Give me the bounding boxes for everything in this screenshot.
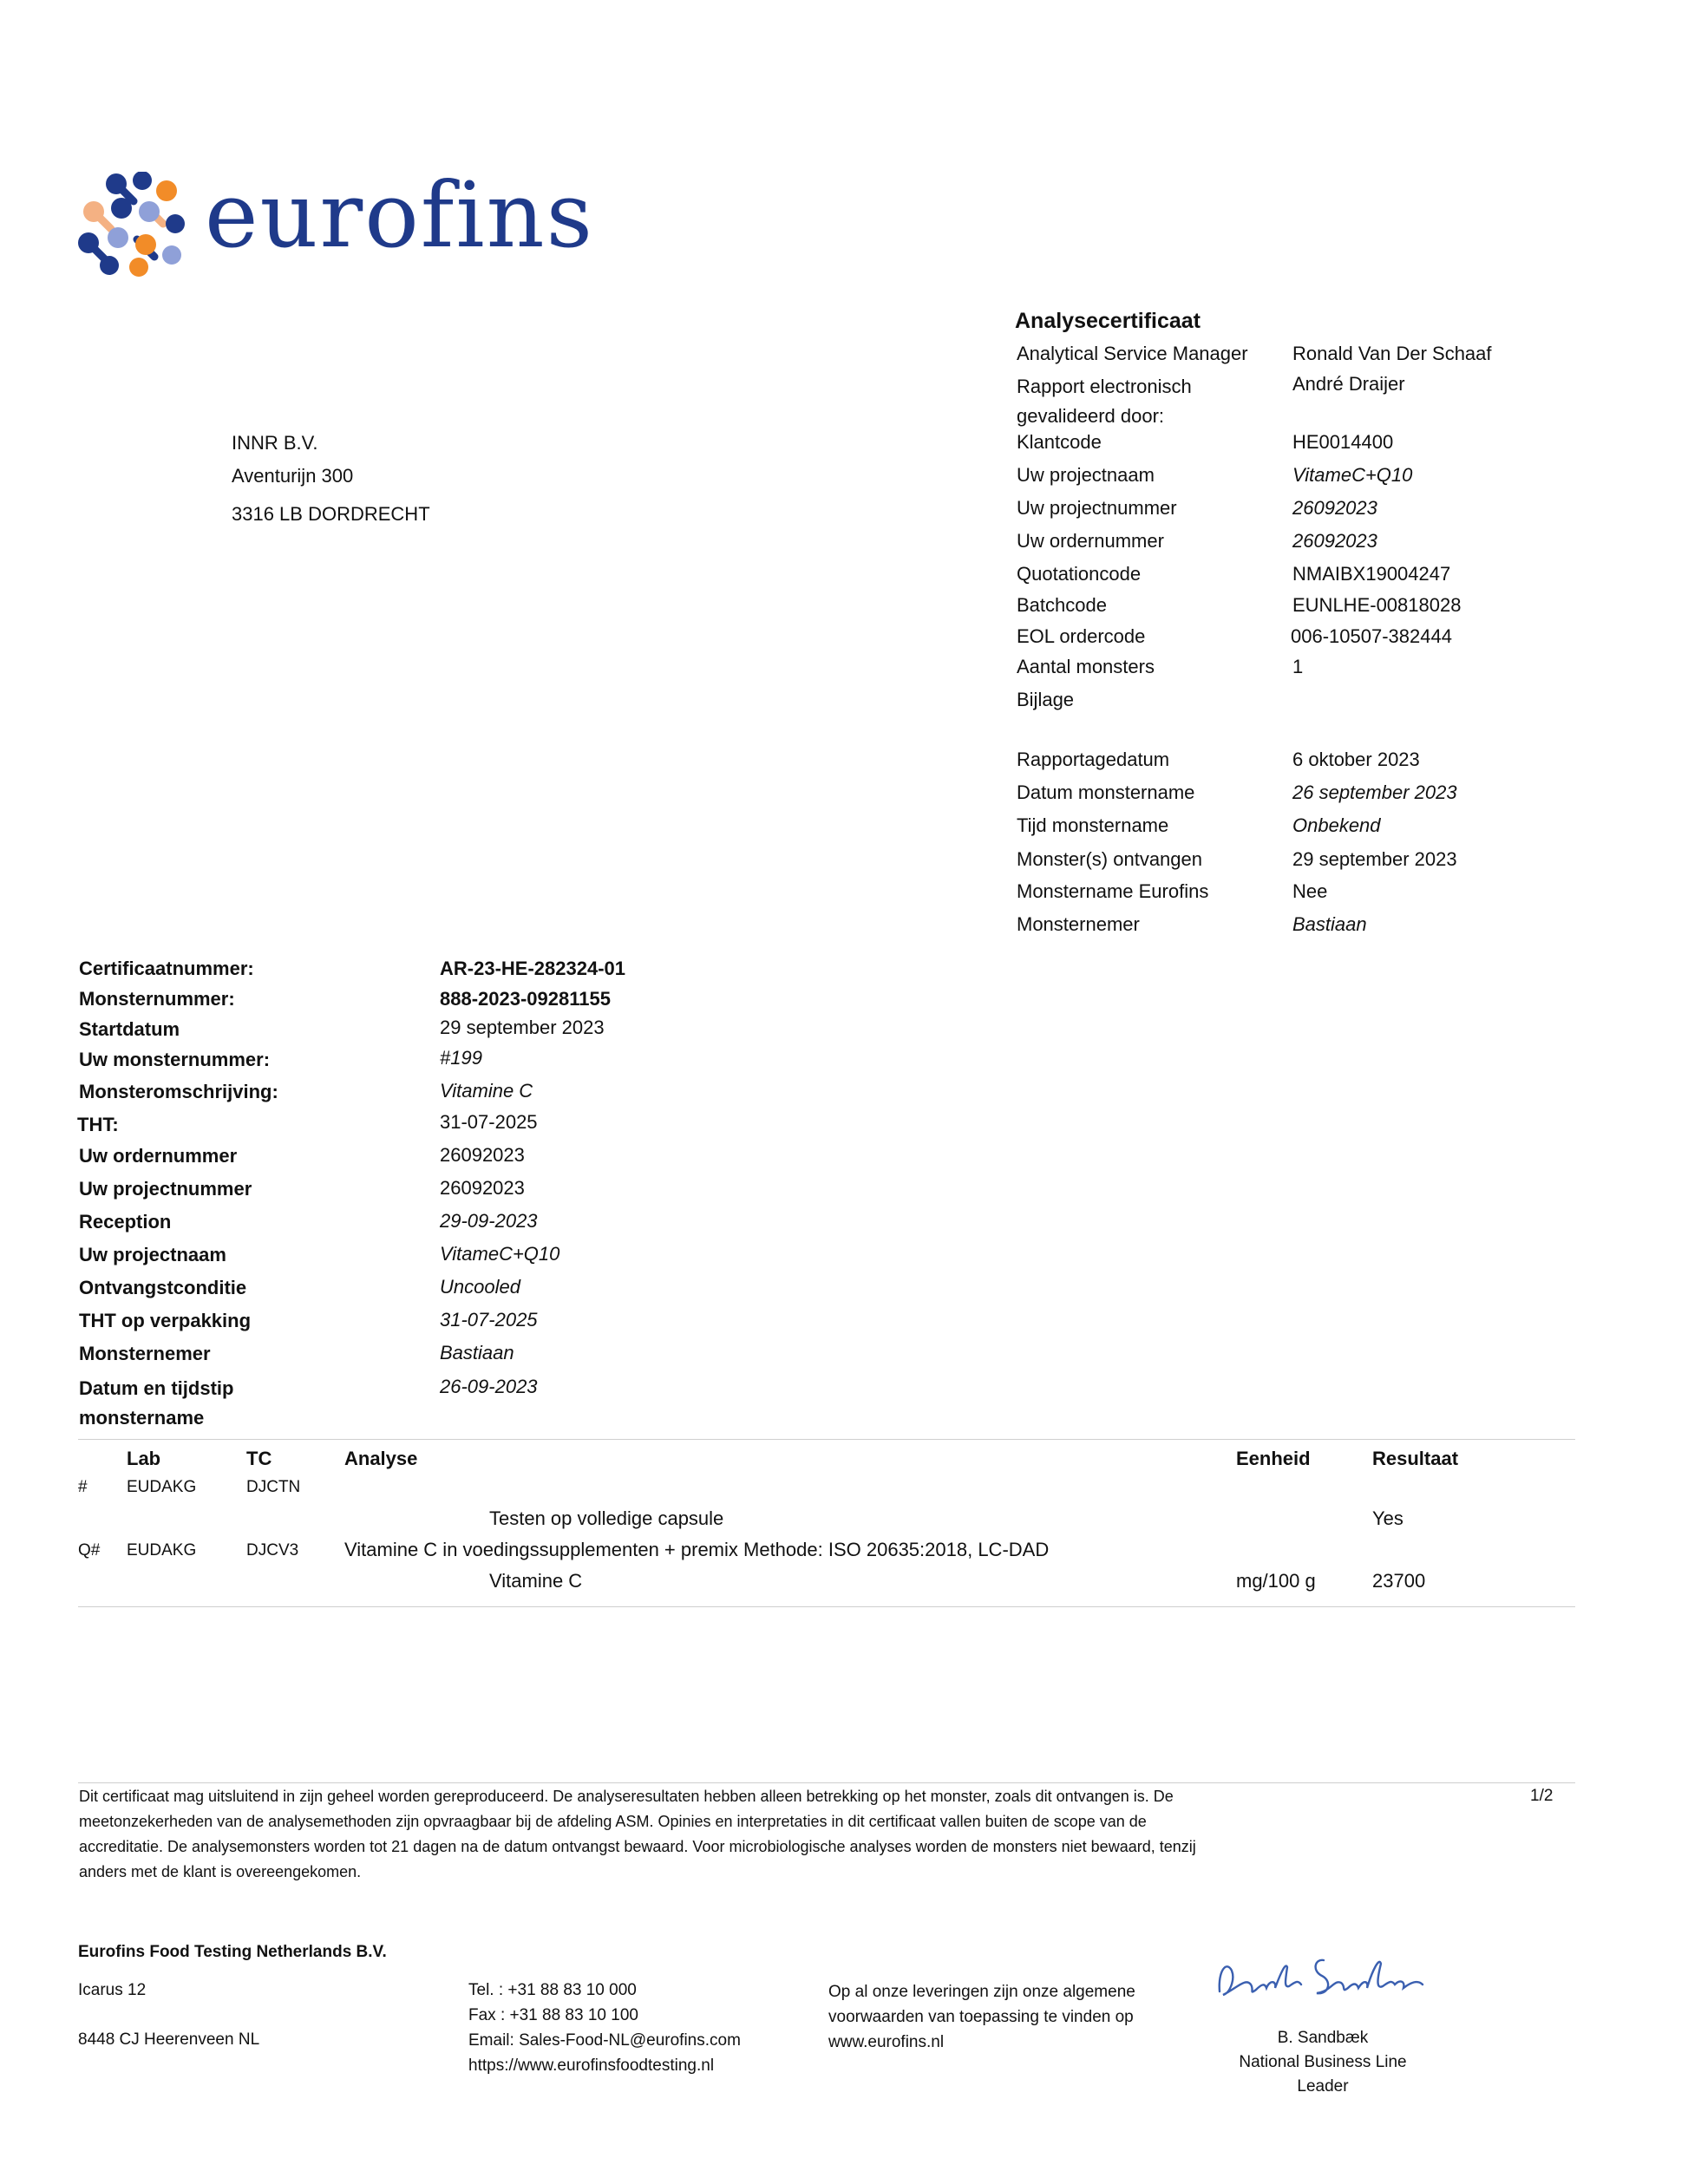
- address-line: Aventurijn 300: [232, 465, 354, 487]
- sample-value: Bastiaan: [440, 1342, 514, 1363]
- sample-label: THT:: [77, 1114, 119, 1135]
- eurofins-logo-mark: [76, 172, 189, 278]
- header-value: André Draijer: [1292, 373, 1405, 395]
- footer-tel: Tel. : +31 88 83 10 000: [468, 1981, 637, 1999]
- header-value: 006-10507-382444: [1291, 625, 1452, 647]
- footer-website[interactable]: https://www.eurofinsfoodtesting.nl: [468, 2056, 715, 2075]
- disclaimer-line: meetonzekerheden van de analysemethoden zijn opvraagbaar bij de afdeling ASM. Opinies en interpretaties in dit certificaat vallen buiten de scope van de: [79, 1813, 1147, 1830]
- header-label: Monsternemer: [1017, 913, 1140, 935]
- column-header-tc: TC: [246, 1448, 272, 1469]
- sample-value: AR-23-HE-282324-01: [440, 958, 625, 979]
- sample-label: monstername: [79, 1407, 205, 1429]
- address-line: 3316 LB DORDRECHT: [232, 503, 430, 525]
- header-value: EUNLHE-00818028: [1292, 594, 1462, 616]
- header-label: Datum monstername: [1017, 781, 1195, 803]
- terms-link[interactable]: www.eurofins.nl: [828, 2033, 945, 2051]
- header-label: Monstername Eurofins: [1017, 880, 1209, 902]
- disclaimer: [79, 1784, 1345, 1885]
- header-label: EOL ordercode: [1017, 625, 1146, 647]
- sample-value: 26092023: [440, 1144, 525, 1166]
- sample-value: 31-07-2025: [440, 1309, 538, 1331]
- header-value: Ronald Van Der Schaaf: [1292, 343, 1492, 364]
- sample-value: Uncooled: [440, 1276, 520, 1298]
- disclaimer-line: accreditatie. De analysemonsters worden tot 21 dagen na de datum ontvangst bewaard. Voor microbiologische analyses worden de monsters niet bewaard, tenzij: [79, 1838, 1196, 1855]
- row-mark: Q#: [78, 1541, 101, 1560]
- address-line: INNR B.V.: [232, 432, 318, 454]
- disclaimer-line: anders met de klant is overeengekomen.: [79, 1863, 362, 1880]
- row-analyse: Vitamine C in voedingssupplementen + premix Methode: ISO 20635:2018, LC-DAD: [344, 1539, 1050, 1560]
- header-value: Nee: [1292, 880, 1328, 902]
- header-value: 26 september 2023: [1292, 781, 1457, 803]
- column-header-eenheid: Eenheid: [1236, 1448, 1311, 1469]
- sample-value: 26-09-2023: [440, 1376, 538, 1397]
- sample-label: Ontvangstconditie: [79, 1277, 247, 1298]
- signature-image: [1211, 1945, 1436, 2012]
- header-label: Rapportagedatum: [1017, 749, 1170, 770]
- sample-value: #199: [440, 1047, 482, 1069]
- column-header-lab: Lab: [127, 1448, 161, 1469]
- footer-city: 8448 CJ Heerenveen NL: [78, 2030, 260, 2049]
- footer-company: Eurofins Food Testing Netherlands B.V.: [78, 1943, 387, 1961]
- sample-label: Datum en tijdstip: [79, 1377, 234, 1399]
- row-tc: DJCV3: [246, 1541, 299, 1560]
- signer-name: B. Sandbæk: [1277, 2029, 1369, 2047]
- sample-label: Startdatum: [79, 1018, 180, 1040]
- sample-label: Uw projectnaam: [79, 1244, 226, 1265]
- signer-block: [1219, 2026, 1427, 2099]
- header-label: Bijlage: [1017, 689, 1075, 710]
- column-header-resultaat: Resultaat: [1372, 1448, 1459, 1469]
- header-label: Tijd monstername: [1017, 814, 1169, 836]
- sample-label: Uw ordernummer: [79, 1145, 238, 1167]
- sample-label: Certificaatnummer:: [79, 958, 254, 979]
- row-lab: EUDAKG: [127, 1541, 197, 1560]
- sample-value: 31-07-2025: [440, 1111, 538, 1133]
- header-label: Quotationcode: [1017, 563, 1142, 585]
- row-analyse: Testen op volledige capsule: [489, 1507, 724, 1529]
- table-top-divider: [78, 1439, 1575, 1440]
- sample-label: Monsternemer: [79, 1343, 211, 1364]
- row-analyse: Vitamine C: [489, 1570, 583, 1592]
- header-value: NMAIBX19004247: [1292, 563, 1451, 585]
- header-label: Analytical Service Manager: [1017, 343, 1248, 364]
- sample-label: Monsteromschrijving:: [79, 1081, 278, 1102]
- row-resultaat: Yes: [1372, 1507, 1403, 1529]
- header-value: 26092023: [1292, 497, 1377, 519]
- sample-value: 29-09-2023: [440, 1210, 538, 1232]
- footer-fax: Fax : +31 88 83 10 100: [468, 2006, 638, 2024]
- sample-label: Monsternummer:: [79, 988, 235, 1010]
- terms-line: voorwaarden van toepassing te vinden op: [828, 2008, 1134, 2026]
- disclaimer-line: Dit certificaat mag uitsluitend in zijn geheel worden gereproduceerd. De analyseresultaten hebben alleen betrekking op het monster, zoals dit ontvangen is. De: [79, 1788, 1174, 1805]
- sample-label: THT op verpakking: [79, 1310, 252, 1331]
- header-value: 26092023: [1292, 530, 1377, 552]
- sample-label: Uw projectnummer: [79, 1178, 252, 1200]
- sample-value: Vitamine C: [440, 1080, 533, 1102]
- row-resultaat: 23700: [1372, 1570, 1426, 1592]
- header-label: Batchcode: [1017, 594, 1107, 616]
- column-header-analyse: Analyse: [344, 1448, 418, 1469]
- document-title: Analysecertificaat: [1015, 309, 1201, 333]
- page-number: 1/2: [1530, 1787, 1554, 1805]
- logo-wordmark: eurofins: [205, 162, 594, 268]
- sample-value: 888-2023-09281155: [440, 988, 611, 1010]
- sample-value: 26092023: [440, 1177, 525, 1199]
- footer-terms: [828, 1979, 1135, 2055]
- header-label: Uw ordernummer: [1017, 530, 1164, 552]
- footer-contact: [468, 1978, 741, 2078]
- terms-line: Op al onze leveringen zijn onze algemene: [828, 1983, 1135, 2001]
- header-value: VitameC+Q10: [1292, 464, 1413, 486]
- signer-title: National Business Line: [1239, 2053, 1407, 2071]
- footer-street: Icarus 12: [78, 1981, 147, 1999]
- header-label: Monster(s) ontvangen: [1017, 848, 1202, 870]
- row-lab: EUDAKG: [127, 1478, 197, 1496]
- header-value: HE0014400: [1292, 431, 1394, 453]
- header-label: Rapport electronisch: [1017, 376, 1192, 397]
- header-value: Onbekend: [1292, 814, 1381, 836]
- header-label: Aantal monsters: [1017, 656, 1155, 677]
- table-bottom-divider: [78, 1606, 1575, 1607]
- header-label: Uw projectnaam: [1017, 464, 1155, 486]
- sample-value: VitameC+Q10: [440, 1243, 560, 1265]
- header-value: 6 oktober 2023: [1292, 749, 1420, 770]
- sample-label: Reception: [79, 1211, 172, 1233]
- header-value: Bastiaan: [1292, 913, 1367, 935]
- row-mark: #: [78, 1478, 88, 1496]
- header-value: 29 september 2023: [1292, 848, 1457, 870]
- header-label: Klantcode: [1017, 431, 1102, 453]
- sample-label: Uw monsternummer:: [79, 1049, 271, 1070]
- header-value: 1: [1292, 656, 1304, 677]
- header-label: Uw projectnummer: [1017, 497, 1177, 519]
- signer-title: Leader: [1297, 2077, 1349, 2096]
- sample-value: 29 september 2023: [440, 1017, 605, 1038]
- row-tc: DJCTN: [246, 1478, 301, 1496]
- header-label: gevalideerd door:: [1017, 405, 1165, 427]
- footer-email[interactable]: Email: Sales-Food-NL@eurofins.com: [468, 2031, 741, 2050]
- row-eenheid: mg/100 g: [1236, 1570, 1316, 1592]
- disclaimer-divider: [78, 1782, 1575, 1783]
